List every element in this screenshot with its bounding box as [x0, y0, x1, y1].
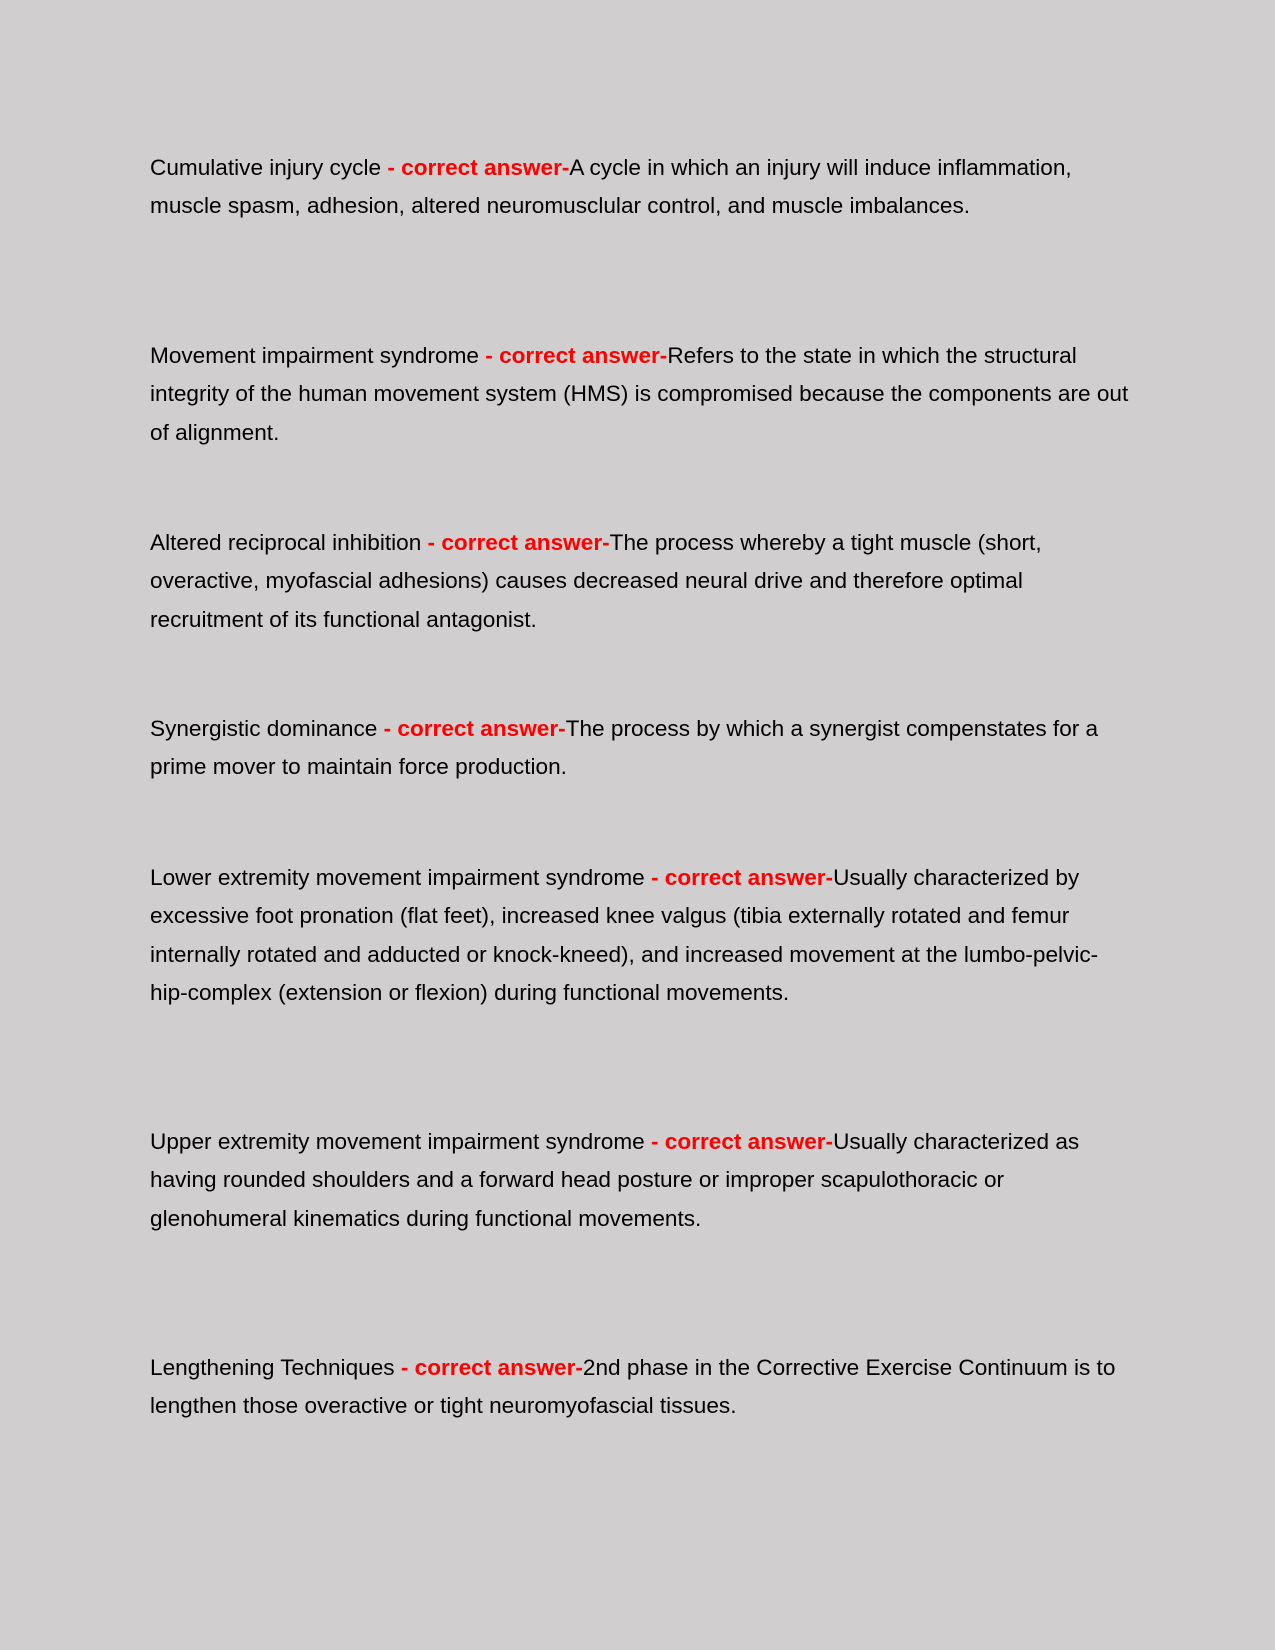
- answer-label: - correct answer-: [381, 155, 570, 180]
- definition: The process whereby a tight muscle (short, overactive, myofascial adhesions) causes decreased neural drive and therefore optimal recruitment of its functional antagonist.: [150, 530, 1042, 632]
- flashcard-entry: [150, 524, 1135, 639]
- definition: A cycle in which an injury will induce inflammation, muscle spasm, adhesion, altered neuromusclular control, and muscle imbalances.: [150, 155, 1072, 219]
- definition: Usually characterized as having rounded shoulders and a forward head posture or improper scapulothoracic or glenohumeral kinematics during functional movements.: [150, 1129, 1080, 1231]
- flashcard-entry: [150, 710, 1135, 787]
- flashcard-entry: [150, 1123, 1135, 1238]
- flashcard-entry: [150, 859, 1135, 1012]
- term: Lower extremity movement impairment syndrome: [150, 865, 645, 890]
- flashcard-entry: [150, 337, 1135, 452]
- definition: Refers to the state in which the structural integrity of the human movement system (HMS) is compromised because the components are out of alignment.: [150, 343, 1129, 445]
- answer-label: - correct answer-: [644, 865, 834, 890]
- term: Cumulative injury cycle: [150, 155, 382, 180]
- term: Altered reciprocal inhibition: [150, 530, 422, 555]
- answer-label: - correct answer-: [421, 530, 610, 555]
- answer-label: - correct answer-: [394, 1355, 583, 1380]
- definition: 2nd phase in the Corrective Exercise Continuum is to lengthen those overactive or tight neuromyofascial tissues.: [150, 1355, 1116, 1419]
- flashcard-entry: [150, 1349, 1135, 1426]
- term: Lengthening Techniques: [150, 1355, 395, 1380]
- answer-label: - correct answer-: [644, 1129, 834, 1154]
- term: Upper extremity movement impairment syndrome: [150, 1129, 645, 1154]
- definition: Usually characterized by excessive foot pronation (flat feet), increased knee valgus (tibia externally rotated and femur internally rotated and adducted or knock-kneed), and increased movement at the lumbo-pelvic-hip-complex (extension or flexion) during functional movements.: [150, 865, 1099, 1005]
- term: Movement impairment syndrome: [150, 343, 479, 368]
- definition: The process by which a synergist compenstates for a prime mover to maintain force production.: [150, 716, 1099, 780]
- answer-label: - correct answer-: [377, 716, 566, 741]
- answer-label: - correct answer-: [478, 343, 668, 368]
- flashcard-entry: [150, 149, 1135, 226]
- term: Synergistic dominance: [150, 716, 378, 741]
